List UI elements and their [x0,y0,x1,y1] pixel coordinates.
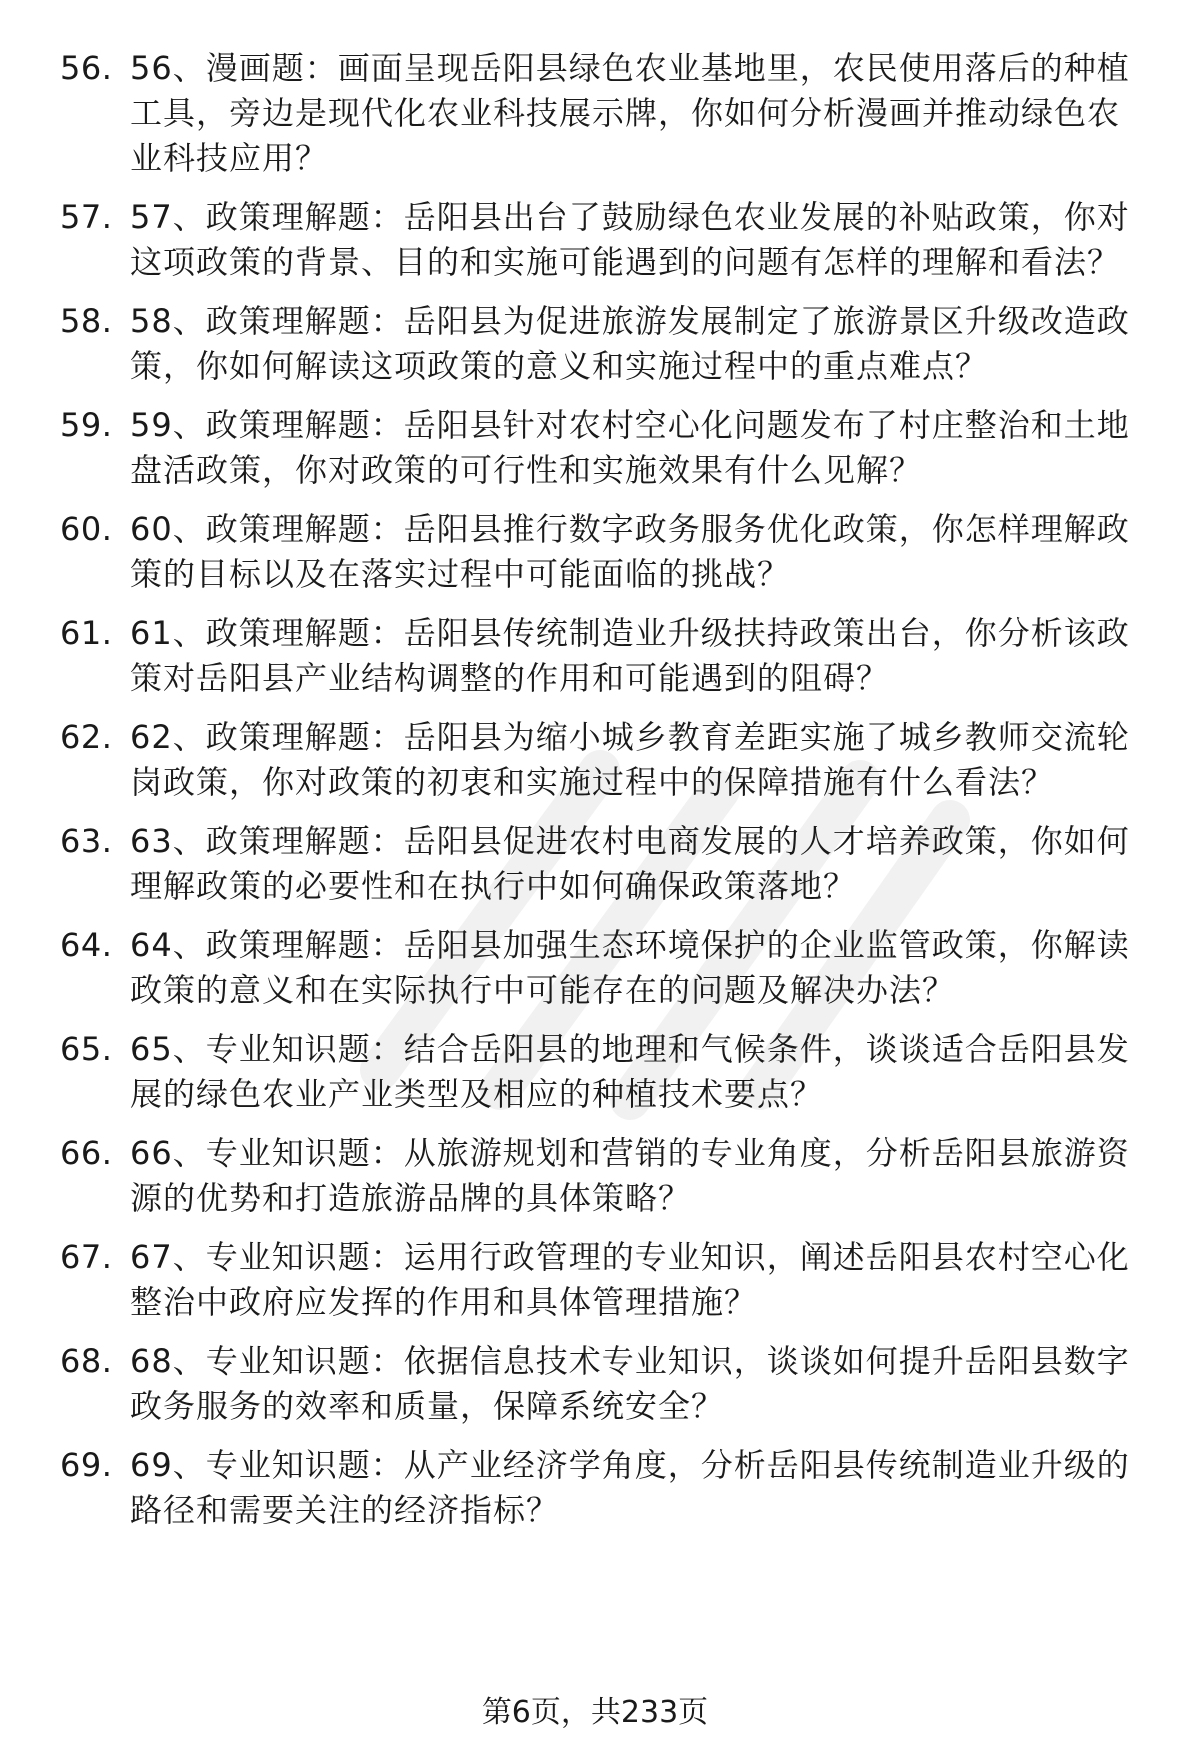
question-number: 66. [60,1134,113,1172]
question-text: 59、政策理解题：岳阳县针对农村空心化问题发布了村庄整治和土地盘活政策，你对政策的可行性和实施效果有什么见解？ [130,406,1130,489]
question-item-64 [60,923,1160,1013]
question-number: 69. [60,1446,113,1484]
question-item-65 [60,1027,1160,1117]
question-number: 58. [60,302,113,340]
question-number: 63. [60,822,113,860]
question-text: 61、政策理解题：岳阳县传统制造业升级扶持政策出台，你分析该政策对岳阳县产业结构调整的作用和可能遇到的阻碍？ [130,614,1130,697]
question-text: 62、政策理解题：岳阳县为缩小城乡教育差距实施了城乡教师交流轮岗政策，你对政策的初衷和实施过程中的保障措施有什么看法？ [130,718,1130,801]
question-item-67 [60,1235,1160,1325]
question-item-68 [60,1339,1160,1429]
page-number-label: 第6页，共233页 [481,1695,709,1730]
question-text: 69、专业知识题：从产业经济学角度，分析岳阳县传统制造业升级的路径和需要关注的经济指标？ [130,1446,1130,1529]
question-number: 62. [60,718,113,756]
question-text: 67、专业知识题：运用行政管理的专业知识，阐述岳阳县农村空心化整治中政府应发挥的作用和具体管理措施？ [130,1238,1130,1321]
question-item-60 [60,507,1160,597]
question-number: 56. [60,49,113,87]
question-text: 68、专业知识题：依据信息技术专业知识，谈谈如何提升岳阳县数字政务服务的效率和质量，保障系统安全？ [130,1342,1130,1425]
question-text: 56、漫画题：画面呈现岳阳县绿色农业基地里，农民使用落后的种植工具，旁边是现代化农业科技展示牌，你如何分析漫画并推动绿色农业科技应用？ [130,49,1130,177]
question-number: 60. [60,510,113,548]
question-number: 65. [60,1030,113,1068]
question-text: 63、政策理解题：岳阳县促进农村电商发展的人才培养政策，你如何理解政策的必要性和在执行中如何确保政策落地？ [130,822,1130,905]
page-footer [0,1693,1190,1733]
question-text: 58、政策理解题：岳阳县为促进旅游发展制定了旅游景区升级改造政策，你如何解读这项政策的意义和实施过程中的重点难点？ [130,302,1130,385]
question-text: 66、专业知识题：从旅游规划和营销的专业角度，分析岳阳县旅游资源的优势和打造旅游品牌的具体策略？ [130,1134,1130,1217]
question-item-63 [60,819,1160,909]
question-text: 64、政策理解题：岳阳县加强生态环境保护的企业监管政策，你解读政策的意义和在实际执行中可能存在的问题及解决办法？ [130,926,1130,1009]
question-number: 67. [60,1238,113,1276]
question-item-62 [60,715,1160,805]
question-list [60,46,1160,1547]
question-item-58 [60,299,1160,389]
question-item-69 [60,1443,1160,1533]
question-number: 64. [60,926,113,964]
question-number: 61. [60,614,113,652]
question-item-66 [60,1131,1160,1221]
question-item-56 [60,46,1160,181]
question-item-59 [60,403,1160,493]
question-text: 60、政策理解题：岳阳县推行数字政务服务优化政策，你怎样理解政策的目标以及在落实过程中可能面临的挑战？ [130,510,1130,593]
question-item-57 [60,195,1160,285]
question-item-61 [60,611,1160,701]
question-number: 59. [60,406,113,444]
question-number: 68. [60,1342,113,1380]
question-text: 65、专业知识题：结合岳阳县的地理和气候条件，谈谈适合岳阳县发展的绿色农业产业类型及相应的种植技术要点？ [130,1030,1130,1113]
question-number: 57. [60,198,113,236]
question-text: 57、政策理解题：岳阳县出台了鼓励绿色农业发展的补贴政策，你对这项政策的背景、目的和实施可能遇到的问题有怎样的理解和看法？ [130,198,1130,281]
